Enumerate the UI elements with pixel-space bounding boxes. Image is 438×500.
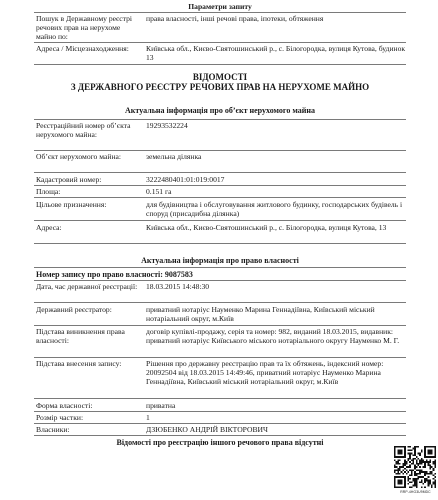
divider [34,423,406,424]
qr-code-icon [394,446,436,488]
query-header: Параметри запиту [188,2,252,11]
divider [34,325,406,326]
owners-label: Власники: [36,425,70,434]
object-address-label: Адреса: [36,223,62,232]
divider [34,267,406,268]
object-type-label: Об’єкт нерухомого майна: [36,152,121,161]
ownership-basis-value: договір купівлі-продажу, серія та номер: 982, виданий 18.03.2015, видавник: приватний нотаріус Київського міського нотаріального округу Науменко М. Г. [146,327,400,346]
qr-caption: RRP-4HG3U9MDC [400,490,431,494]
purpose-value: для будівництва і обслуговування житлового будинку, господарських будівель і споруд (присадибна ділянка) [146,200,403,219]
divider [34,197,406,198]
object-address-value: Київська обл., Києво-Святошинський р., с. Білогородка, вулиця Кутова, 13 [146,223,387,232]
entry-basis-value: Рішення про державну реєстрацію прав та їх обтяжень, індексний номер: 20092504 від 18.03.2015 14:49:46, приватний нотаріус Науменко Марина Геннадіївна, Київський міський нотаріальний округ, м.Київ [146,359,384,387]
reg-number-value: 19293532224 [146,121,188,130]
query-address-value: Київська обл., Києво-Святошинський р., с. Білогородка, вулиця Кутова, будинок 13 [146,44,406,63]
registration-date-value: 18.03.2015 14:48:30 [146,282,210,291]
divider [34,398,406,399]
ownership-section-heading: Актуальна інформація про право власності [141,256,299,265]
divider [34,12,406,13]
divider [34,435,406,436]
divider [34,302,406,303]
document-title: ВІДОМОСТІ [192,72,248,82]
query-address-label: Адреса / Місцезнаходження: [36,44,129,53]
area-value: 0.151 га [146,187,172,196]
object-type-value: земельна ділянка [146,152,202,161]
divider [34,357,406,358]
ownership-form-label: Форма власності: [36,401,93,410]
ownership-basis-label: Підстава виникнення права власності: [36,327,125,346]
divider [34,185,406,186]
registrar-label: Державний реєстратор: [36,305,112,314]
divider [34,64,406,65]
divider [34,243,406,244]
registrar-value: приватний нотаріус Науменко Марина Геннадіївна, Київський міський нотаріальний округ, м.Київ [146,305,375,324]
no-other-rights-note: Відомості про реєстрацію іншого речового права відсутні [116,438,324,447]
divider [34,280,406,281]
query-search-label: Пошук в Державному реєстрі речових прав на нерухоме майно по: [36,14,132,42]
query-search-value: права власності, інші речові права, іпотеки, обтяження [146,14,324,23]
cadastral-label: Кадастровий номер: [36,175,102,184]
share-size-value: 1 [146,413,150,422]
divider [34,172,406,173]
divider [34,119,406,120]
share-size-label: Розмір частки: [36,413,84,422]
object-section-heading: Актуальна інформація про об’єкт нерухомого майна [125,106,315,115]
reg-number-label: Реєстраційний номер об’єкта нерухомого майна: [36,121,131,140]
divider [34,42,406,43]
cadastral-value: 3222480401:01:019:0017 [146,175,225,184]
ownership-form-value: приватна [146,401,176,410]
record-number-label: Номер запису про право власності: 9087583 [36,270,193,279]
registration-date-label: Дата, час державної реєстрації: [36,282,138,291]
area-label: Площа: [36,187,61,196]
entry-basis-label: Підстава внесення запису: [36,359,122,368]
owners-value: ДЗЮБЕНКО АНДРІЙ ВІКТОРОВИЧ [146,425,268,434]
document-subtitle: З ДЕРЖАВНОГО РЕЄСТРУ РЕЧОВИХ ПРАВ НА НЕРУХОМЕ МАЙНО [70,82,370,92]
divider [34,220,406,221]
purpose-label: Цільове призначення: [36,200,107,209]
divider [34,150,406,151]
divider [34,411,406,412]
